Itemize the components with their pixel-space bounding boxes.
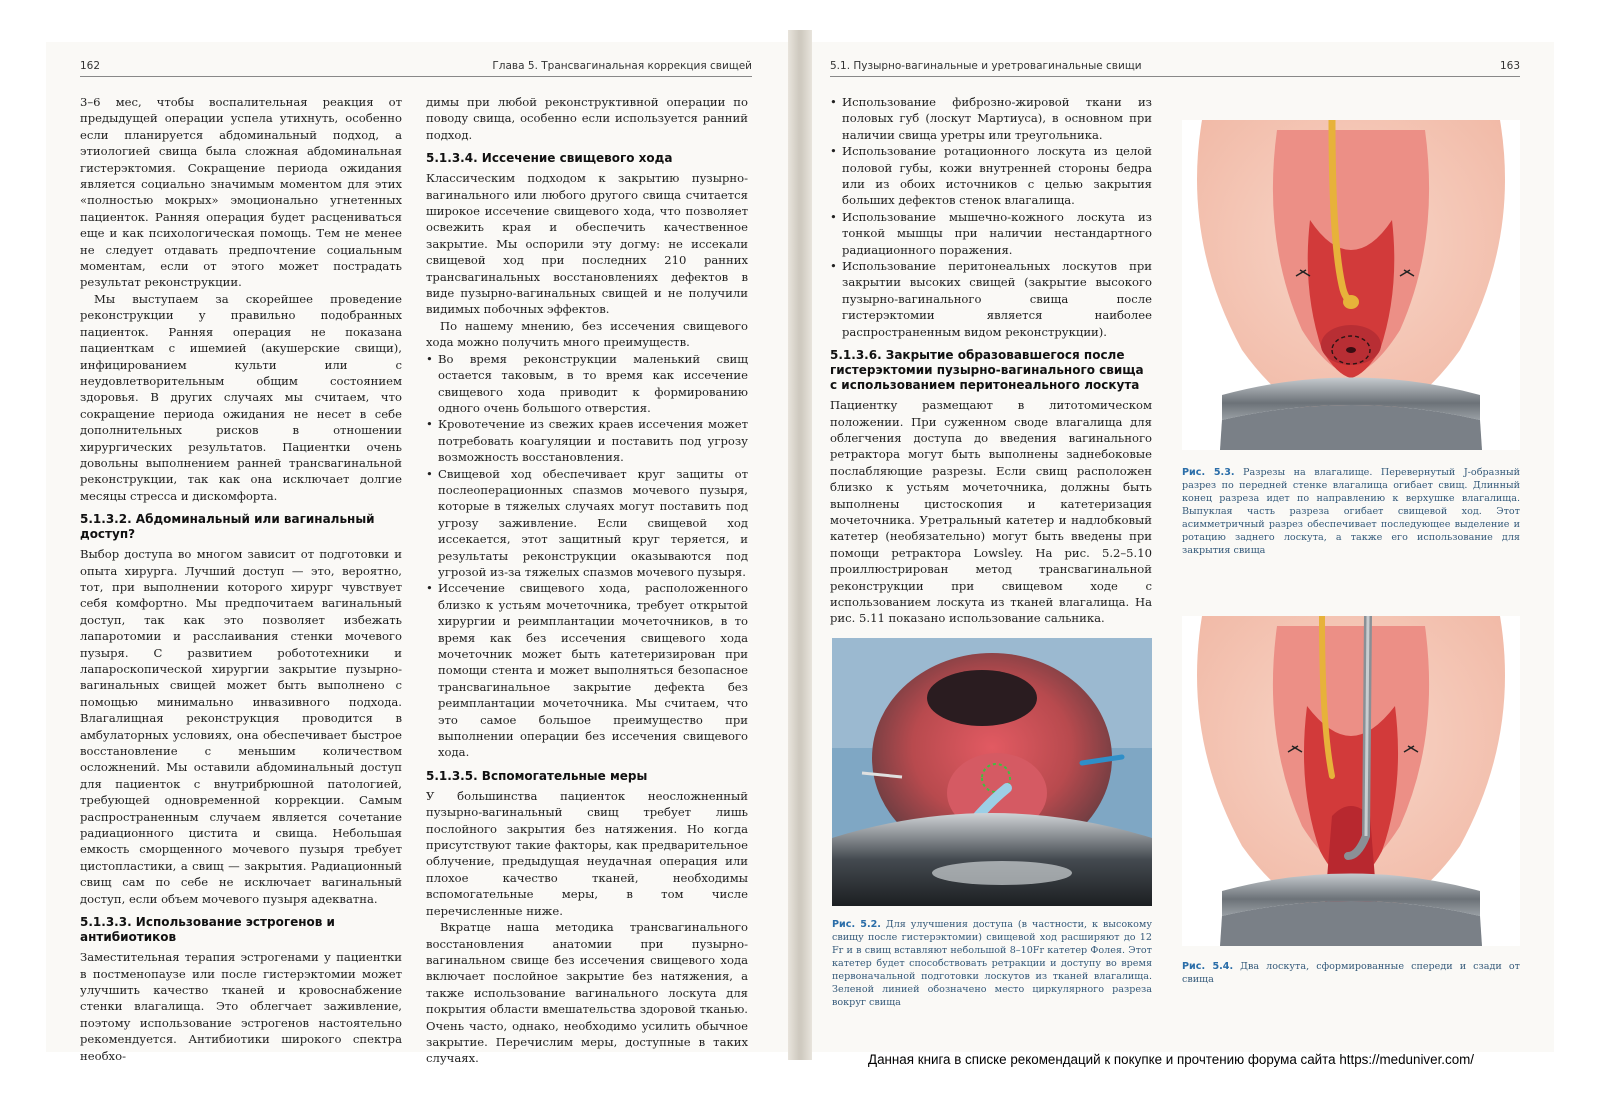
book-gutter [788,30,812,1060]
paragraph: Вкратце наша методика трансвагинального восстановления анатомии при пузырно-вагинальном свище без иссечения свищевого хода включает послойное закрытие без натяжения, а также использование вагинального лоскута для покрытия области вмешательства здоровой тканью. Очень часто, однако, необходимо усилить обычное закрытие. Перечислим меры, доступные в таких случаях. [426,920,748,1066]
right-page [812,42,1554,1052]
flaps-list [830,94,1152,340]
list-item: • Свищевой ход обеспечивает круг защиты от послеоперационных спазмов мочевого пузыря, которые в тяжелых случаях могут поставить под угрозу заживление. Если свищевой ход иссекается, этот защитный круг теряется, и результаты реконструкции оказываются под угрозой из-за тяжелых спазмов мочевого пузыря. [426,466,748,581]
figure-label: Рис. 5.3. [1182,467,1235,478]
paragraph: У большинства пациенток неосложненный пузырно-вагинальный свищ требует лишь послойного закрытия без натяжения. Но когда присутствуют такие факторы, как предварительное облучение, предыдущая неудачная операция или плохое качество тканей, необходимы вспомогательные меры, в том числе перечисленные ниже. [426,788,748,918]
left-page-column-2 [426,94,748,1067]
section-heading-5133: 5.1.3.3. Использование эстрогенов и антибиотиков [80,915,335,945]
paragraph: Выбор доступа во многом зависит от подготовки и опыта хирурга. Лучший доступ — это, вероятно, тот, при выполнении которого хирург чувствует себя комфортно. Мы предпочитаем вагинальный доступ, так как это позволяет избежать лапаротомии и расслаивания стенки мочевого пузыря. С развитием робототехники и лапароскопической хирургии закрытие пузырно-вагинальных свищей может быть выполнено с помощью минимально инвазивного подхода. Влагалищная реконструкция проводится в амбулаторных условиях, она обеспечивает быстрое восстановление с меньшим количеством осложнений. Мы оставили абдоминальный доступ для пациенток с внутрибрюшной патологией, требующей одновременной коррекции. Самым распространенным случаем является сочетание радиационного цистита и свища. Небольшая емкость сморщенного мочевого пузыря требует цистопластики, а свищ — закрытия. Радиационный свищ сам по себе не исключает вагинальный доступ, если объем мочевого пузыря адекватна. [80,547,402,906]
section-heading-5132: 5.1.3.2. Абдоминальный или вагинальный доступ? [80,512,375,542]
list-item: • Кровотечение из свежих краев иссечения может потребовать коагуляции и поставить под угрозу возможность восстановления. [426,416,748,465]
paragraph: Пациентку размещают в литотомическом положении. При суженном своде влагалища для облегчения доступа до введения вагинального ретрактора могут быть выполнены заднебоковые послабляющие разрезы. Если свищ расположен близко к устьям мочеточника, должны быть выполнены цистоскопия и катетеризация мочеточника. Уретральный катетер и надлобковый катетер (необязательно) могут быть введены при помощи ретрактора Lowsley. На рис. 5.2–5.10 проиллюстрирован метод трансвагинальной реконструкции при свищевом ходе с использованием лоскута из тканей влагалища. На рис. 5.11 показано использование сальника. [830,398,1152,626]
list-item: • Использование ротационного лоскута из целой половой губы, кожи внутренней стороны бедра или из обоих источников с целью закрытия больших дефектов стенок влагалища. [830,143,1152,209]
paragraph: Мы выступаем за скорейшее проведение реконструкции у правильно подобранных пациенток. Ранняя операция не показана пациенткам с ишемией (акушерские свищи), инфицированием культи или с неудовлетворительным общим состоянием здоровья. В других случаях мы считаем, что сокращение периода ожидания не несет в себе дополнительных рисков в отношении хирургических результатов. Пациентки очень довольны выполнением ранней трансвагинальной реконструкции, так как она исключает долгие месяцы стресса и дискомфорта. [80,291,402,503]
paragraph: По нашему мнению, без иссечения свищевого хода можно получить много преимуществ. [426,318,748,350]
header-rule-left [80,76,752,77]
figure-5-2-caption [832,918,1152,1009]
caption-text: Для улучшения доступа (в частности, к высокому свищу после гистерэктомии) свищевой ход расширяют до 12 Fr и в свищ вставляют небольшой 8–10Fr катетер Фолея. Этот катетер будет способствовать ретракции и доступу во время первоначальной подготовки лоскутов из тканей влагалища. Зеленой линией обозначено место циркулярного разреза вокруг свища [832,919,1152,1008]
left-page-column-1 [80,94,402,1064]
figure-5-2-photo [832,638,1152,906]
paragraph: 3–6 мес, чтобы воспалительная реакция от предыдущей операции успела утихнуть, особенно если планируется абдоминальный подход, а этиологией свища была сложная абдоминальная гистерэктомия. Сокращение периода ожидания является социально значимым моментом для этих «полностью мокрых» эмоционально угнетенных пациенток. Ранняя операция будет расцениваться еще и как психологическая помощь. Тем не менее не следует отдавать предпочтение социальным моментам, если от этого может пострадать результат реконструкции. [80,95,402,290]
list-item: • Иссечение свищевого хода, расположенного близко к устьям мочеточника, требует открытой хирургии и реимплантации мочеточников, в то время как без иссечения свищевого хода мочеточник может быть катетеризирован при помощи стента и может выполняться безопасное трансвагинальное закрытие дефекта без реимплантации мочеточника. Мы считаем, что это самое большое преимущество при выполнении операции без иссечения свищевого хода. [426,580,748,760]
caption-text: Два лоскута, сформированные спереди и сзади от свища [1182,961,1520,985]
right-page-column-1 [830,94,1152,627]
figure-5-3-illustration [1182,120,1520,450]
page-number-left: 162 [80,60,101,72]
advantages-list [426,351,748,761]
figure-5-4-illustration [1182,616,1520,946]
section-heading-5134: 5.1.3.4. Иссечение свищевого хода [426,151,673,166]
list-item: • Использование перитонеальных лоскутов при закрытии высоких свищей (закрытие высокого пузырно-вагинального свища после гистерэктомии является наиболее распространенным видом реконструкции). [830,258,1152,340]
header-rule-right [830,76,1520,77]
figure-5-3-caption [1182,466,1520,557]
running-head-right: 5.1. Пузырно-вагинальные и уретровагинальные свищи [830,60,1142,72]
figure-label: Рис. 5.2. [832,919,881,930]
list-item: • Использование мышечно-кожного лоскута из тонкой мышцы при наличии нестандартного радиационного поражения. [830,209,1152,258]
caption-text: Разрезы на влагалище. Перевернутый J-образный разрез по передней стенке влагалища огибает свищ. Длинный конец разреза идет по направлению к верхушке влагалища. Выпуклая часть разреза огибает свищевой ход. Этот асимметричный разрез обеспечивает последующее выделение и ротацию заднего лоскута, а также его использование для закрытия свища [1182,467,1520,556]
paragraph: димы при любой реконструктивной операции по поводу свища, особенно если используется ранний подход. [426,95,748,142]
list-item: • Во время реконструкции маленький свищ остается таковым, в то время как иссечение свищевого хода приводит к формированию одного очень большого отверстия. [426,351,748,417]
list-item: • Использование фиброзно-жировой ткани из половых губ (лоскут Мартиуса), в основном при наличии свища уретры или треугольника. [830,94,1152,143]
source-footer: Данная книга в списке рекомендаций к покупке и прочтению форума сайта https://meduniver.com/ [868,1052,1475,1067]
figure-5-4-caption [1182,960,1520,986]
paragraph: Заместительная терапия эстрогенами у пациентки в постменопаузе или после гистерэктомии может улучшить качество тканей и кровоснабжение стенки влагалища. Это облегчает заживление, поэтому использование эстрогенов настоятельно рекомендуется. Антибиотики широкого спектра необхо- [80,950,402,1063]
left-page [46,42,788,1066]
section-heading-5135: 5.1.3.5. Вспомогательные меры [426,768,648,783]
section-heading-5136: 5.1.3.6. Закрытие образовавшегося после гистерэктомии пузырно-вагинального свища с использованием перитонеального лоскута [830,348,1144,393]
page-number-right: 163 [1499,60,1520,72]
figure-label: Рис. 5.4. [1182,961,1234,972]
running-head-left: Глава 5. Трансвагинальная коррекция свищей [492,60,752,72]
paragraph: Классическим подходом к закрытию пузырно-вагинального или любого другого свища считается широкое иссечение свищевого хода, что позволяет освежить края и обеспечить качественное закрытие. Мы оспорили эту догму: не иссекали свищевой ход при последних 210 ранних трансвагинальных восстановлениях дефектов в виде пузырно-вагинальных свищей и не получили видимых побочных эффектов. [426,171,748,317]
